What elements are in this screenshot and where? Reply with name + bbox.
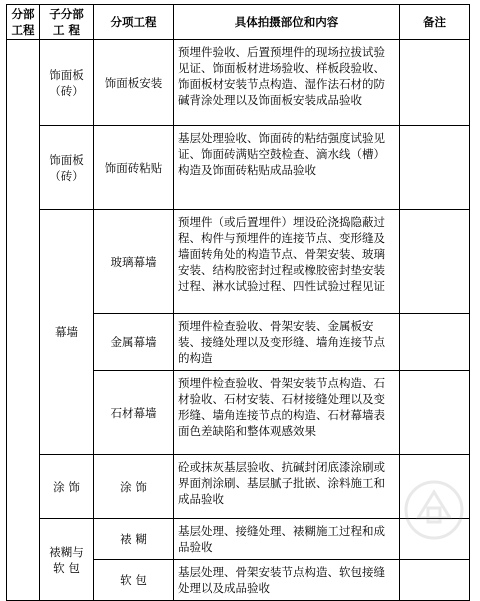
- content-cell: 基层处理、骨架安装节点构造、软包接缝处理以及成品验收: [174, 560, 400, 601]
- remark-cell: [400, 371, 470, 455]
- item-cell: 饰面砖粘贴: [94, 126, 174, 210]
- content-cell: 基层处理、接缝处理、裱糊施工过程和成品验收: [174, 519, 400, 560]
- remark-cell: [400, 40, 470, 126]
- item-cell: 饰面板安装: [94, 40, 174, 126]
- header-remark: 备注: [400, 5, 470, 40]
- content-cell: 预埋件验收、后置预埋件的现场拉拔试验见证、饰面板材进场验收、样板段验收、饰面板材安装节点构造、湿作法石材的防碱背涂处理以及饰面板安装成品验收: [174, 40, 400, 126]
- watermark-logo-icon: [402, 478, 466, 542]
- item-cell: 玻璃幕墙: [94, 210, 174, 314]
- subdivision-cell: 饰面板 （砖）: [40, 126, 94, 210]
- content-cell: 基层处理验收、饰面砖的粘结强度试验见证、饰面砖满贴空鼓检查、滴水线（槽）构造及饰面砖粘贴成品验收: [174, 126, 400, 210]
- table-row: [7, 455, 470, 519]
- item-cell: 裱 糊: [94, 519, 174, 560]
- table-row: [7, 210, 470, 314]
- header-division: 分部 工程: [7, 5, 40, 40]
- subdivision-cell: 幕墙: [40, 210, 94, 455]
- item-cell: 软 包: [94, 560, 174, 601]
- remark-cell: [400, 560, 470, 601]
- table-row: [7, 519, 470, 560]
- header-row: [7, 5, 470, 40]
- content-cell: 砼或抹灰基层验收、抗碱封闭底漆涂刷或界面剂涂刷、基层腻子批嵌、涂料施工和成品验收: [174, 455, 400, 519]
- item-cell: 涂 饰: [94, 455, 174, 519]
- header-content: 具体拍摄部位和内容: [174, 5, 400, 40]
- subdivision-cell: 饰面板 （砖）: [40, 40, 94, 126]
- item-cell: 石材幕墙: [94, 371, 174, 455]
- table-row: [7, 126, 470, 210]
- content-cell: 预埋件（或后置埋件）埋设砼浇捣隐蔽过程、构件与预埋件的连接节点、变形缝及墙面转角处的构造节点、骨架安装、玻璃安装、结构胶密封过程或橡胶密封垫安装过程、淋水试验过程、四性试验过程见证: [174, 210, 400, 314]
- remark-cell: [400, 210, 470, 314]
- subdivision-cell: 涂 饰: [40, 455, 94, 519]
- content-cell: 预埋件检查验收、骨架安装节点构造、石材验收、石材安装、石材接缝处理以及变形缝、墙角连接节点的构造、石材幕墙表面色差缺陷和整体观感效果: [174, 371, 400, 455]
- subdivision-cell: 裱糊与 软 包: [40, 519, 94, 601]
- division-cell: [7, 40, 40, 601]
- remark-cell: [400, 126, 470, 210]
- header-subdivision: 子分部 工 程: [40, 5, 94, 40]
- remark-cell: [400, 314, 470, 371]
- construction-photo-table: [6, 4, 470, 601]
- header-item: 分项工程: [94, 5, 174, 40]
- item-cell: 金属幕墙: [94, 314, 174, 371]
- table-row: [7, 40, 470, 126]
- content-cell: 预埋件检查验收、骨架安装、金属板安装、接缝处理以及变形缝、墙角连接节点的构造: [174, 314, 400, 371]
